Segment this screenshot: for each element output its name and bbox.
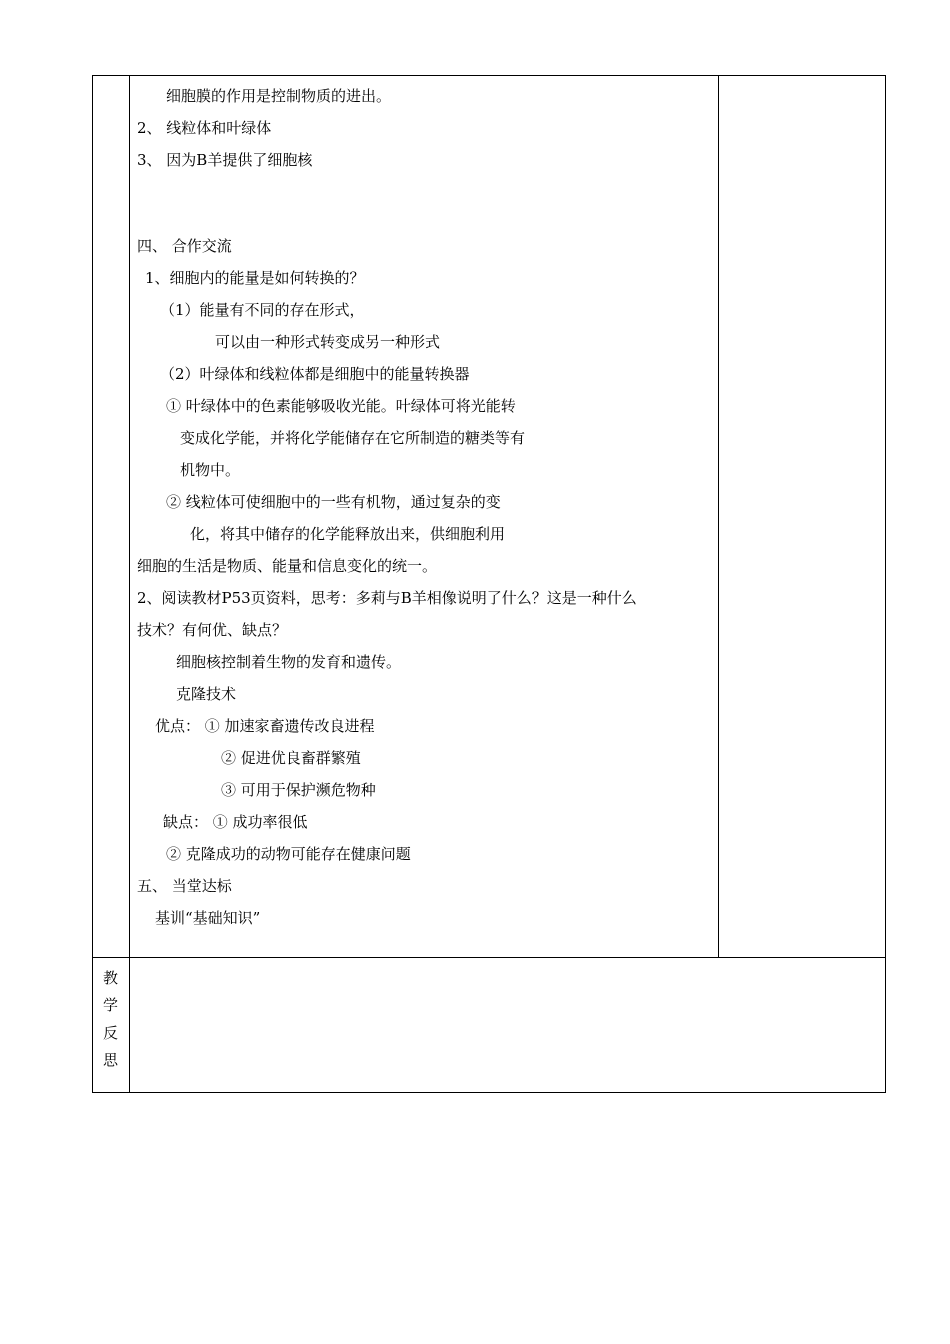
- reflection-label-char: 学: [102, 996, 118, 1014]
- text-line: （1）能量有不同的存在形式，: [160, 301, 365, 319]
- table-right-border: [885, 75, 886, 1093]
- section-heading: 五、 当堂达标: [137, 877, 232, 895]
- table-row-divider: [92, 957, 886, 958]
- reflection-label-char: 教: [102, 969, 118, 987]
- table-notes-column-divider: [718, 75, 719, 958]
- text-line: ② 促进优良畜群繁殖: [221, 749, 361, 767]
- reflection-label-char: 思: [102, 1051, 118, 1069]
- reflection-label-char: 反: [102, 1024, 118, 1042]
- text-line: ② 克隆成功的动物可能存在健康问题: [166, 845, 411, 863]
- text-line: 2、 线粒体和叶绿体: [137, 119, 272, 137]
- text-line: 细胞的生活是物质、能量和信息变化的统一。: [137, 557, 438, 575]
- text-line: 1、细胞内的能量是如何转换的？: [145, 269, 365, 287]
- text-line: 可以由一种形式转变成另一种形式: [215, 333, 441, 351]
- text-line: 优点： ① 加速家畜遗传改良进程: [155, 717, 375, 735]
- table-left-border: [92, 75, 93, 1093]
- text-line: 技术？有何优、缺点？: [137, 621, 288, 639]
- text-line: ② 线粒体可使细胞中的一些有机物，通过复杂的变: [166, 493, 501, 511]
- text-line: 细胞核控制着生物的发育和遗传。: [176, 653, 402, 671]
- text-line: 机物中。: [180, 461, 241, 479]
- table-label-column-divider: [129, 75, 130, 1093]
- text-line: 细胞膜的作用是控制物质的进出。: [166, 87, 392, 105]
- text-line: 2、阅读教材P53页资料，思考：多莉与B羊相像说明了什么？这是一种什么: [137, 589, 637, 607]
- text-line: ① 叶绿体中的色素能够吸收光能。叶绿体可将光能转: [166, 397, 516, 415]
- text-line: （2）叶绿体和线粒体都是细胞中的能量转换器: [160, 365, 470, 383]
- table-bottom-border: [92, 1092, 886, 1093]
- table-top-border: [92, 75, 886, 76]
- section-heading: 四、 合作交流: [137, 237, 232, 255]
- text-line: 3、 因为B羊提供了细胞核: [137, 151, 313, 169]
- text-line: 化，将其中储存的化学能释放出来，供细胞利用: [190, 525, 506, 543]
- text-line: 变成化学能，并将化学能储存在它所制造的糖类等有: [180, 429, 526, 447]
- text-line: ③ 可用于保护濒危物种: [221, 781, 376, 799]
- text-line: 基训“基础知识”: [155, 909, 261, 927]
- text-line: 缺点： ① 成功率很低: [163, 813, 308, 831]
- text-line: 克隆技术: [176, 685, 237, 703]
